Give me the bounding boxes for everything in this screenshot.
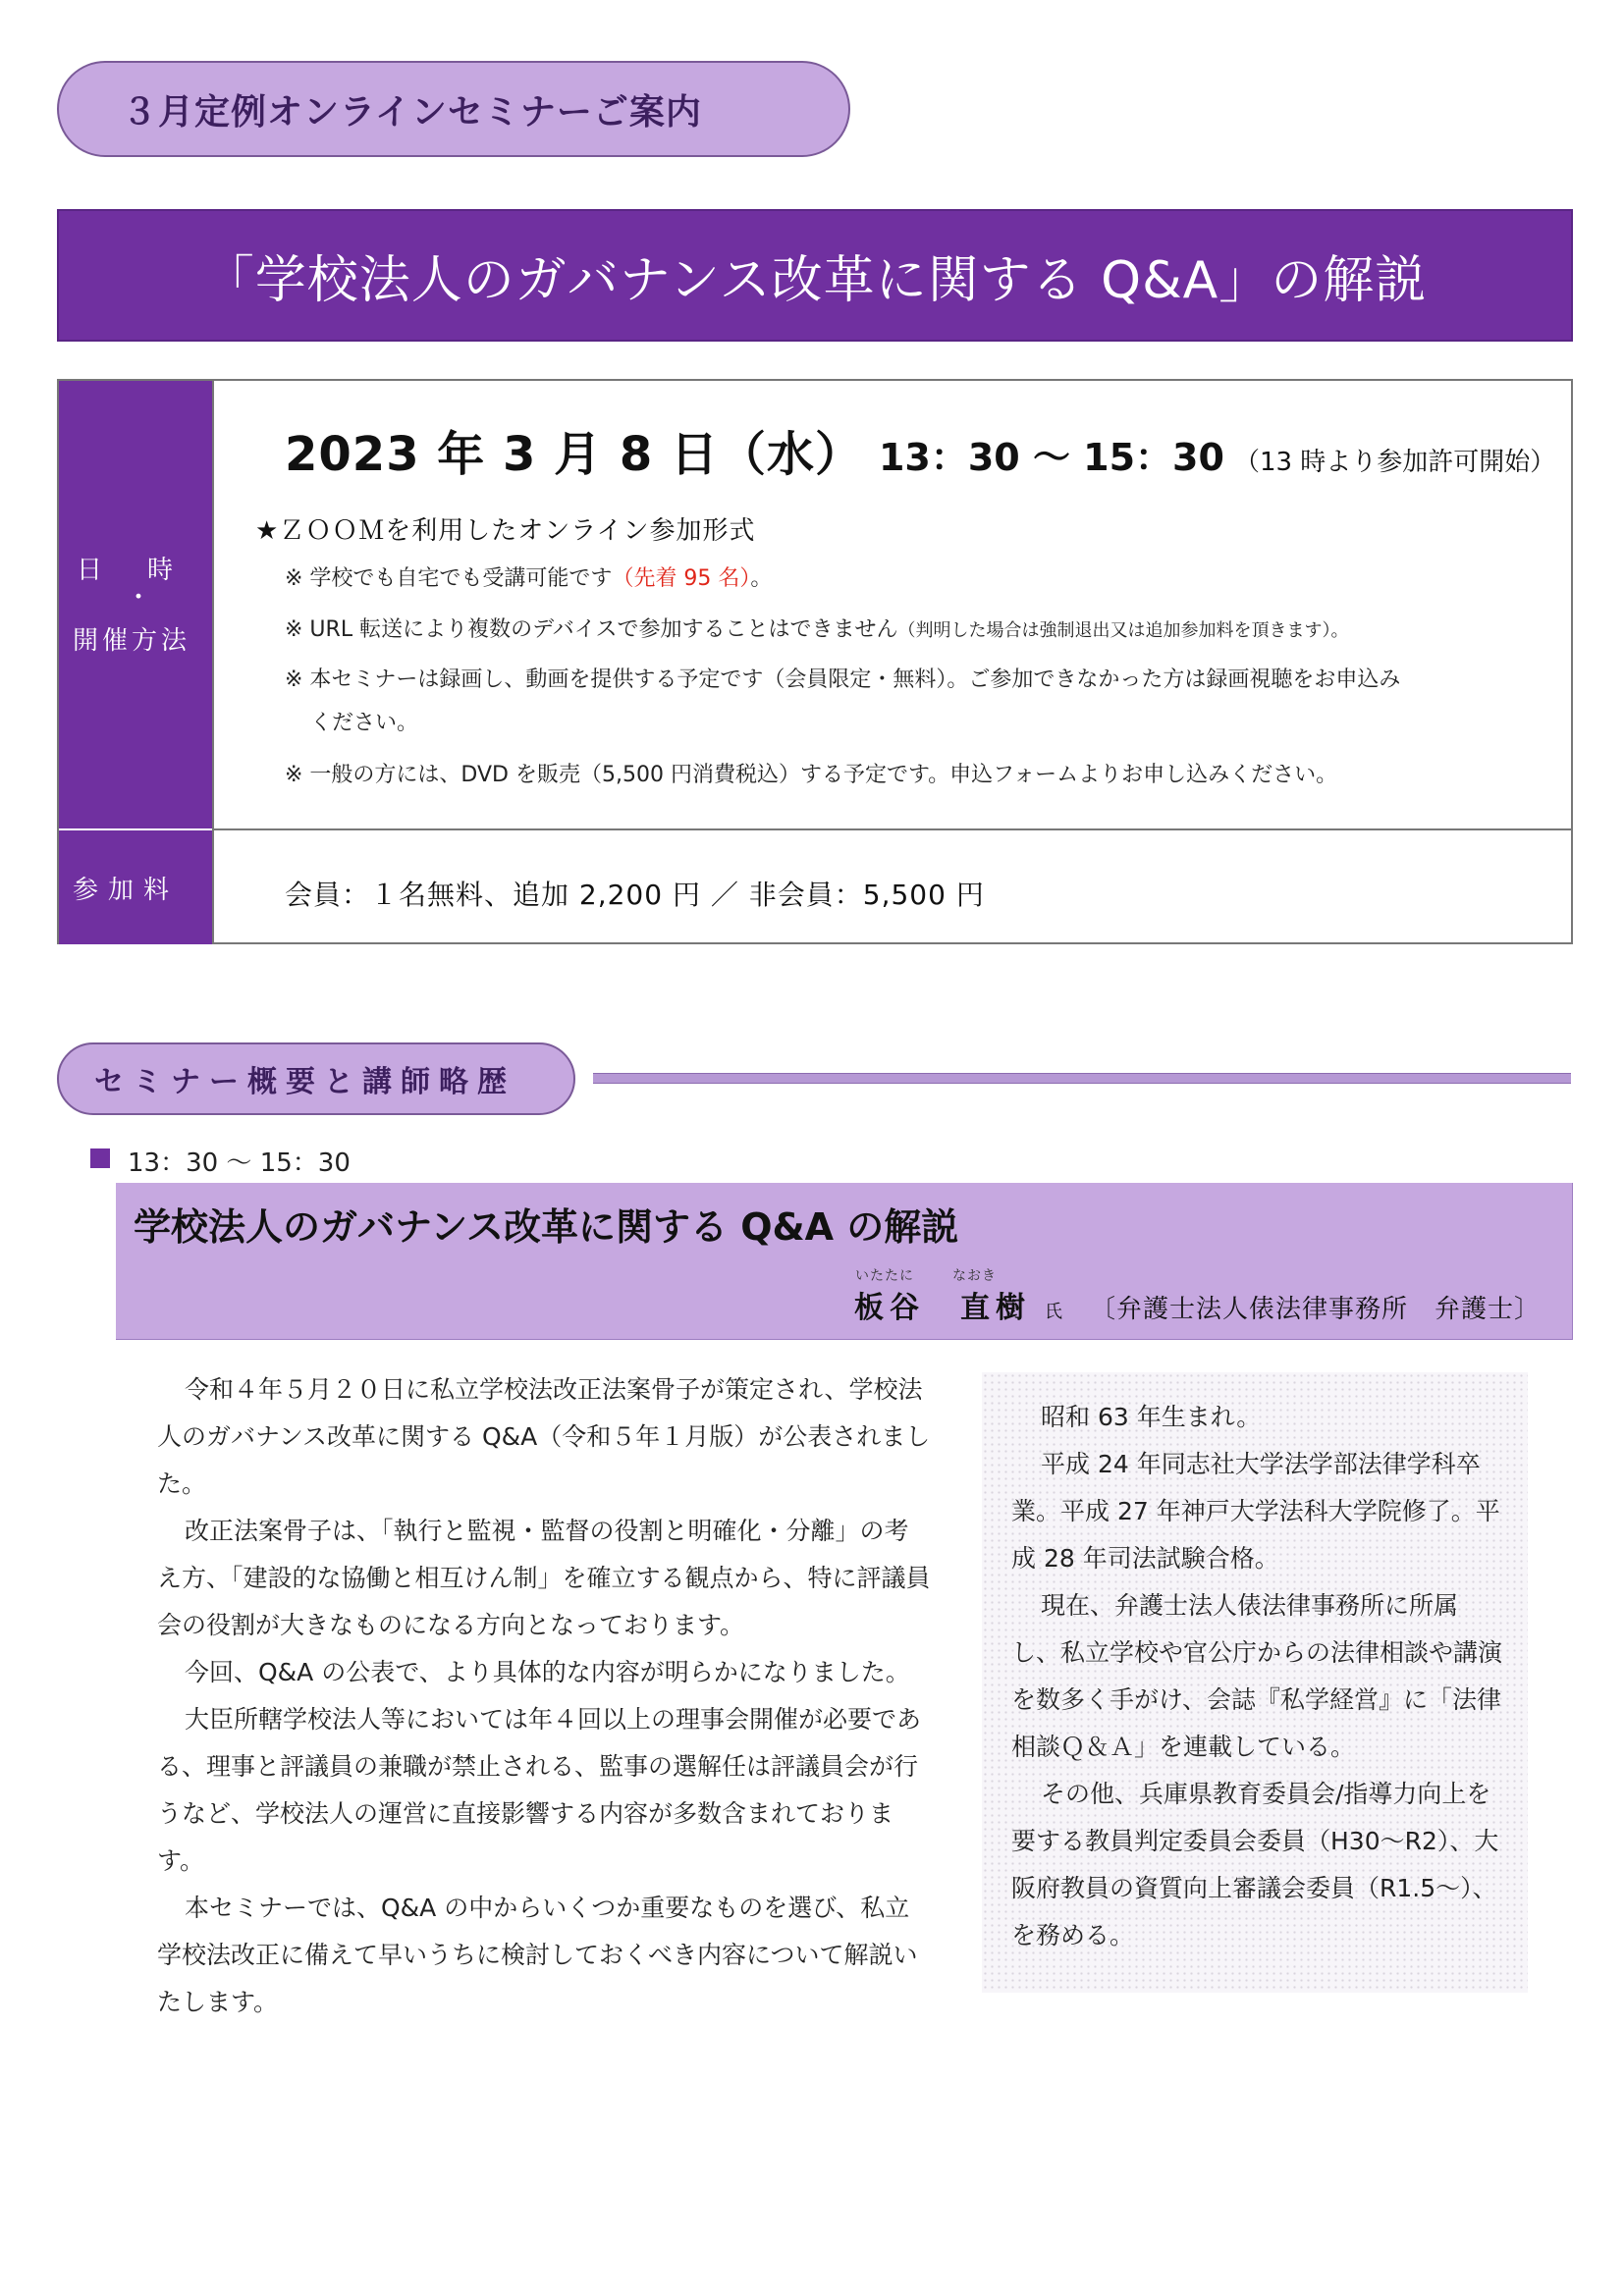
note-recording: ※ 本セミナーは録画し、動画を提供する予定です（会員限定・無料）。ご参加できなかった方は録画視聴をお申込み bbox=[285, 667, 1401, 692]
seminar-title-banner bbox=[57, 209, 1573, 342]
participation-method: ★ＺＯＯＭを利用したオンライン参加形式 bbox=[255, 516, 756, 546]
speaker-honorific: 氏 bbox=[1045, 1302, 1062, 1322]
seminar-category-label: ３月定例オンラインセミナーご案内 bbox=[122, 91, 702, 133]
fee-label-cell bbox=[59, 830, 212, 944]
speaker-name: 板谷 直樹 bbox=[854, 1291, 1031, 1325]
note-url-forwarding bbox=[285, 613, 1349, 643]
date-time-line bbox=[285, 416, 1555, 484]
note-attendance bbox=[285, 561, 772, 592]
note-recording-continued: ください。 bbox=[310, 711, 419, 735]
schedule-label-dot: ・ bbox=[126, 583, 152, 613]
note-dvd: ※ 一般の方には、DVD を販売（5,500 円消費税込）する予定です。申込フォームよりお申し込みください。 bbox=[285, 763, 1338, 787]
entry-time-note: （13 時より参加許可開始） bbox=[1233, 448, 1556, 477]
note-url-small: （判明した場合は強制退出又は追加参加料を頂きます）。 bbox=[897, 620, 1349, 641]
fee-label: 参加料 bbox=[73, 875, 180, 905]
schedule-label-cell bbox=[59, 381, 219, 828]
section-header-label: セミナー概要と講師略歴 bbox=[94, 1065, 515, 1099]
lecture-header bbox=[116, 1183, 1573, 1340]
speaker-bio bbox=[1011, 1394, 1502, 1959]
session-time: 13：30 ～ 15：30 bbox=[128, 1148, 351, 1178]
schedule-label-line2: 開催方法 bbox=[73, 626, 191, 656]
summary-paragraph: 改正法案骨子は、「執行と監視・監督の役割と明確化・分離」の考え方、「建設的な協働と相互けん制」を確立する観点から、特に評議員会の役割が大きなものになる方向となっております。 bbox=[157, 1517, 931, 1639]
note-attendance-text: ※ 学校でも自宅でも受講可能です bbox=[285, 566, 613, 591]
lecture-title: 学校法人のガバナンス改革に関する Q&A の解説 bbox=[134, 1205, 959, 1249]
bio-paragraph: 現在、弁護士法人俵法律事務所に所属し、私立学校や官公庁からの法律相談や講演を数多く手がけ、会誌『私学経営』に「法律相談Ｑ＆Ａ」を連載している。 bbox=[1011, 1591, 1503, 1761]
seminar-category-pill bbox=[57, 61, 850, 157]
capacity-highlight: （先着 95 名） bbox=[612, 566, 751, 591]
speaker-affiliation: 〔弁護士法人俵法律事務所 弁護士〕 bbox=[1090, 1295, 1542, 1324]
speaker-ruby-family: いたたに bbox=[855, 1268, 914, 1284]
speaker-line bbox=[854, 1283, 1541, 1326]
row-divider bbox=[212, 828, 1571, 830]
seminar-summary bbox=[157, 1366, 933, 2026]
column-divider bbox=[212, 381, 214, 942]
bio-paragraph: 平成 24 年同志社大学法学部法律学科卒業。平成 27 年神戸大学法科大学院修了。平成 28 年司法試験合格。 bbox=[1011, 1450, 1500, 1573]
summary-paragraph: 今回、Q&A の公表で、より具体的な内容が明らかになりました。 bbox=[185, 1658, 910, 1686]
section-header-pill bbox=[57, 1042, 575, 1115]
speaker-ruby-given: なおき bbox=[952, 1268, 997, 1284]
seminar-title: 「学校法人のガバナンス改革に関する Q&A」の解説 bbox=[202, 251, 1428, 310]
schedule-label-line1: 日時 bbox=[77, 556, 219, 585]
fee-text: 会員：１名無料、追加 2,200 円 ／ 非会員：5,500 円 bbox=[285, 879, 985, 911]
speaker-bio-box bbox=[982, 1372, 1528, 1993]
info-table bbox=[57, 379, 1573, 944]
bio-paragraph: その他、兵庫県教育委員会/指導力向上を要する教員判定委員会委員（H30～R2）、大阪府教員の資質向上審議会委員（R1.5～）、を務める。 bbox=[1011, 1780, 1499, 1949]
summary-paragraph: 大臣所轄学校法人等においては年４回以上の理事会開催が必要である、理事と評議員の兼職が禁止される、監事の選解任は評議員会が行うなど、学校法人の運営に直接影響する内容が多数含まれております。 bbox=[157, 1705, 922, 1875]
section-rule bbox=[593, 1073, 1571, 1084]
note-attendance-end: 。 bbox=[750, 566, 773, 591]
summary-paragraph: 令和４年５月２０日に私立学校法改正法案骨子が策定され、学校法人のガバナンス改革に関する Q&A（令和５年１月版）が公表されました。 bbox=[157, 1375, 931, 1498]
bio-paragraph: 昭和 63 年生まれ。 bbox=[1041, 1403, 1262, 1431]
summary-paragraph: 本セミナーでは、Q&A の中からいくつか重要なものを選び、私立学校法改正に備えて早いうちに検討しておくべき内容について解説いたします。 bbox=[157, 1894, 918, 2016]
bullet-square-icon bbox=[90, 1148, 110, 1168]
note-url-text: ※ URL 転送により複数のデバイスで参加することはできません bbox=[285, 617, 898, 642]
event-date: 2023 年 3 月 8 日（水） bbox=[285, 427, 863, 482]
event-time: 13：30 ～ 15：30 bbox=[878, 436, 1224, 479]
